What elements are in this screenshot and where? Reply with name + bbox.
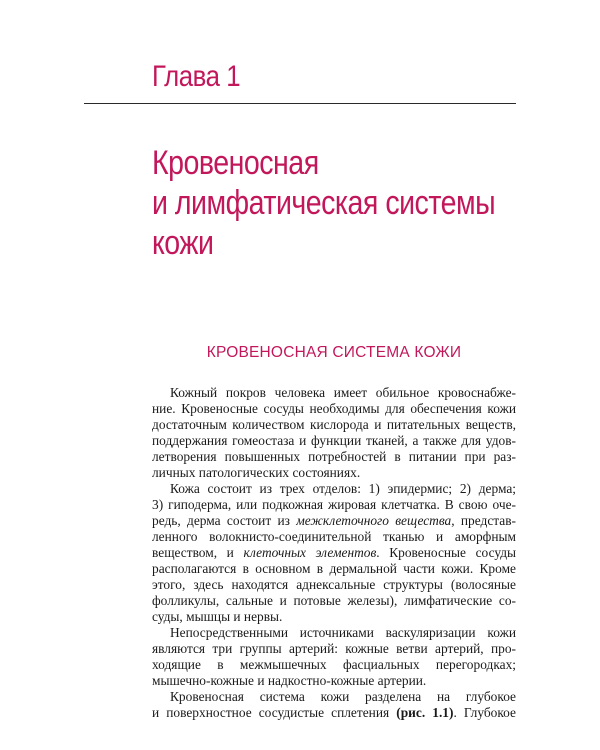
text-line: мышечно-кожные и надкостно-кожные артерии. <box>152 673 427 688</box>
paragraph <box>152 481 516 625</box>
text-fragment: . Глубокое <box>453 705 516 720</box>
chapter-title-line: кожи <box>152 224 214 262</box>
section-heading: КРОВЕНОСНАЯ СИСТЕМА КОЖИ <box>206 344 462 361</box>
text-line: фолликулы, сальные и потовые железы), лимфатические со- <box>152 593 516 608</box>
text-line: Кровеносная система кожи разделена на глубокое <box>170 689 516 704</box>
text-fragment: и поверхностное сосудистые сплетения <box>152 705 390 720</box>
chapter-title <box>152 143 495 263</box>
text-line: этого, здесь находятся аднексальные структуры (волосяные <box>152 577 516 592</box>
text-fragment: , представ- <box>451 513 516 528</box>
paragraph <box>152 625 516 689</box>
figure-reference: (рис. 1.1) <box>396 705 454 720</box>
chapter-title-line: и лимфатическая системы <box>152 184 496 222</box>
text-line: достаточным количеством кислорода и питательных веществ, <box>152 417 516 432</box>
text-line: Кожный покров человека имеет обильное кровоснабже- <box>170 385 516 400</box>
chapter-divider <box>84 103 516 104</box>
italic-term: клеточных элементов <box>243 545 377 560</box>
text-line: ние. Кровеносные сосуды необходимы для обеспечения кожи <box>152 401 516 416</box>
text-line: ходящие в межмышечных фасциальных перегородках; <box>152 657 516 672</box>
body-text <box>152 385 516 721</box>
text-line: 3) гиподерма, или подкожная жировая клетчатка. В свою оче- <box>152 497 516 512</box>
chapter-label: Глава 1 <box>152 60 241 93</box>
paragraph <box>152 689 516 721</box>
text-line: Непосредственными источниками васкуляризации кожи <box>170 625 516 640</box>
text-fragment: веществом, и <box>152 545 234 560</box>
text-line: личных патологических состояниях. <box>152 465 361 480</box>
text-line: суды, мышцы и нервы. <box>152 609 283 624</box>
text-line: Кожа состоит из трех отделов: 1) эпидермис; 2) дерма; <box>170 481 516 496</box>
text-line <box>152 705 516 721</box>
text-line <box>152 545 516 561</box>
text-line: летворения повышенных потребностей в питании при раз- <box>152 449 516 464</box>
text-fragment: . Кровеносные сосуды <box>376 545 516 560</box>
paragraph <box>152 385 516 481</box>
text-line: располагаются в основном в дермальной части кожи. Кроме <box>152 561 516 576</box>
text-fragment: редь, дерма состоит из <box>152 513 290 528</box>
text-line: являются три группы артерий: кожные ветви артерий, про- <box>152 641 516 656</box>
italic-term: межклеточного вещества <box>296 513 452 528</box>
text-line: ленного волокнисто-соединительной тканью и аморфным <box>152 529 516 544</box>
text-line <box>152 513 516 529</box>
chapter-title-line: Кровеносная <box>152 144 319 182</box>
text-line: поддержания гомеостаза и функции тканей, а также для удов- <box>152 433 516 448</box>
